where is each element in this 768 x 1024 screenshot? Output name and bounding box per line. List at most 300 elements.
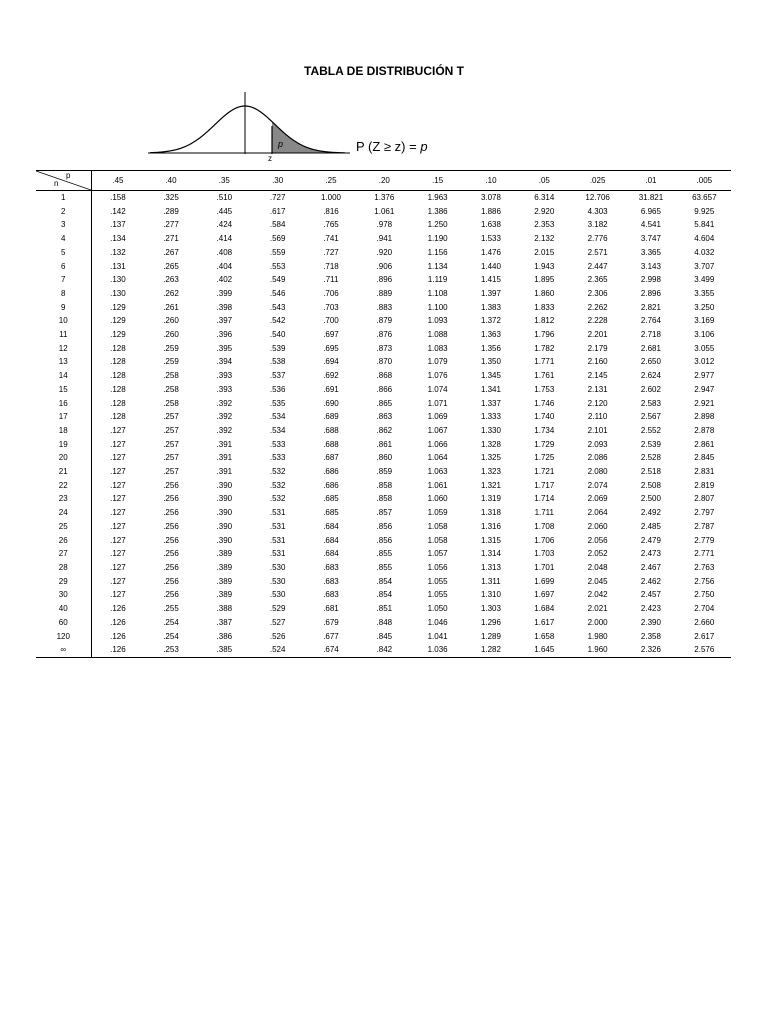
table-cell: 3.078 <box>480 193 501 202</box>
table-cell: 1.386 <box>427 206 448 216</box>
table-cell: .858 <box>376 480 393 490</box>
table-cell: 2.576 <box>678 643 731 657</box>
table-cell: 4.303 <box>587 206 608 216</box>
table-row <box>36 575 731 589</box>
table-cell: .131 <box>110 261 126 271</box>
table-cell: .883 <box>376 302 393 312</box>
table-cell: 1.833 <box>534 302 555 312</box>
table-cell: .391 <box>216 439 233 449</box>
table-row <box>36 506 731 520</box>
table-cell: .277 <box>163 220 179 230</box>
table-cell: .531 <box>269 535 286 545</box>
table-cell: .906 <box>376 261 393 271</box>
table-cell: 1.318 <box>480 508 501 518</box>
table-cell: .393 <box>216 371 233 381</box>
table-cell: .132 <box>110 247 126 257</box>
table-cell: .697 <box>323 330 339 340</box>
table-cell: 1.860 <box>534 288 555 298</box>
p-value-header: .35 <box>198 171 251 191</box>
table-cell: .256 <box>163 494 179 504</box>
table-cell: 2.787 <box>694 521 715 531</box>
table-cell: 1.156 <box>427 247 448 257</box>
table-cell: 2.771 <box>694 549 715 559</box>
table-row <box>36 342 731 356</box>
table-cell: .256 <box>163 549 179 559</box>
table-cell: 2.896 <box>640 288 661 298</box>
table-cell: 1.083 <box>427 343 448 353</box>
table-cell: .386 <box>216 631 233 641</box>
table-cell: .765 <box>323 220 339 230</box>
table-cell: .404 <box>216 261 233 271</box>
formula-main: P (Z ≥ z) = <box>356 139 421 154</box>
table-cell: .706 <box>323 288 339 298</box>
table-cell: .128 <box>110 343 126 353</box>
table-cell: 2.069 <box>587 494 608 504</box>
table-cell: .126 <box>110 631 126 641</box>
table-cell: 1.050 <box>427 604 448 614</box>
table-cell: 1.076 <box>427 371 448 381</box>
table-cell: 1.980 <box>587 631 608 641</box>
table-row <box>36 547 731 561</box>
corner-cell <box>36 171 91 191</box>
table-cell: .388 <box>216 604 233 614</box>
table-cell: 2.462 <box>640 576 661 586</box>
table-cell: 1.061 <box>374 206 395 216</box>
table-cell: 2.021 <box>587 604 608 614</box>
table-cell: 2.750 <box>694 590 715 600</box>
table-cell: 1.119 <box>427 275 448 285</box>
table-cell: .256 <box>163 480 179 490</box>
table-cell: .532 <box>269 480 286 490</box>
table-cell: .690 <box>323 398 339 408</box>
table-cell: 2.947 <box>694 384 715 394</box>
table-cell: .553 <box>269 261 286 271</box>
table-cell: 1.397 <box>480 288 501 298</box>
table-cell: 2.000 <box>587 617 608 627</box>
table-cell: 1.363 <box>480 330 501 340</box>
table-cell: 5.841 <box>694 220 715 230</box>
table-cell: 2.779 <box>694 535 715 545</box>
table-cell: .876 <box>376 330 393 340</box>
table-cell: .920 <box>376 247 393 257</box>
table-cell: .392 <box>216 425 233 435</box>
table-cell: 3.182 <box>587 220 608 230</box>
table-row <box>36 314 731 328</box>
table-cell: .691 <box>323 384 339 394</box>
p-value-header: .30 <box>251 171 304 191</box>
degrees-of-freedom-cell: 4 <box>36 232 91 246</box>
table-cell: .391 <box>216 453 233 463</box>
table-cell: 4.032 <box>694 247 715 257</box>
table-row <box>36 355 731 369</box>
table-row <box>36 260 731 274</box>
table-cell: .866 <box>376 384 393 394</box>
table-cell: 1.108 <box>427 288 448 298</box>
table-cell: .533 <box>269 439 286 449</box>
degrees-of-freedom-cell: 21 <box>36 465 91 479</box>
table-cell: .260 <box>163 316 179 326</box>
p-value-header: .45 <box>91 171 144 191</box>
table-cell: .256 <box>163 535 179 545</box>
table-cell: .868 <box>376 371 393 381</box>
degrees-of-freedom-cell: 8 <box>36 287 91 301</box>
table-cell: 1.093 <box>427 316 448 326</box>
table-row <box>36 246 731 260</box>
table-cell: .681 <box>323 604 339 614</box>
degrees-of-freedom-cell: 9 <box>36 301 91 315</box>
p-value-header: .005 <box>678 171 731 191</box>
table-cell: 1.100 <box>427 302 448 312</box>
degrees-of-freedom-cell: 1 <box>36 191 91 205</box>
table-cell: 1.895 <box>534 275 555 285</box>
table-cell: .389 <box>216 576 233 586</box>
table-cell: 2.042 <box>587 590 608 600</box>
table-cell: 2.110 <box>587 412 608 422</box>
degrees-of-freedom-cell: 19 <box>36 438 91 452</box>
table-cell: 1.684 <box>534 604 555 614</box>
table-cell: 1.740 <box>534 412 555 422</box>
table-cell: 2.650 <box>640 357 661 367</box>
table-cell: 1.886 <box>480 206 501 216</box>
table-cell: .256 <box>163 590 179 600</box>
table-cell: 3.499 <box>694 275 715 285</box>
table-cell: 2.131 <box>587 384 608 394</box>
table-cell: .263 <box>163 275 179 285</box>
table-cell: .531 <box>269 521 286 531</box>
degrees-of-freedom-cell: 28 <box>36 561 91 575</box>
table-cell: .397 <box>216 316 233 326</box>
table-row <box>36 383 731 397</box>
table-cell: .684 <box>323 521 339 531</box>
table-cell: 2.080 <box>587 467 608 477</box>
table-cell: .510 <box>216 193 233 202</box>
table-cell: .531 <box>269 549 286 559</box>
table-cell: .684 <box>323 535 339 545</box>
table-cell: .860 <box>376 453 393 463</box>
table-cell: 1.316 <box>480 521 501 531</box>
table-cell: .257 <box>163 412 179 422</box>
table-cell: 1.753 <box>534 384 555 394</box>
table-cell: .129 <box>110 316 126 326</box>
table-cell: 1.734 <box>534 425 555 435</box>
table-cell: .532 <box>269 494 286 504</box>
table-cell: .127 <box>110 562 126 572</box>
table-cell: .858 <box>376 494 393 504</box>
table-cell: .854 <box>376 576 393 586</box>
table-cell: .127 <box>110 521 126 531</box>
table-cell: .845 <box>376 631 393 641</box>
table-row <box>36 588 731 602</box>
table-cell: 1.057 <box>427 549 448 559</box>
table-cell: .711 <box>323 275 339 285</box>
table-cell: 2.518 <box>640 467 661 477</box>
formula-variable: p <box>420 139 428 154</box>
table-cell: .848 <box>376 617 393 627</box>
table-cell: .385 <box>198 643 251 657</box>
table-cell: 1.960 <box>571 643 624 657</box>
table-cell: 2.552 <box>640 425 661 435</box>
table-cell: .741 <box>323 234 339 244</box>
table-cell: 3.250 <box>694 302 715 312</box>
table-cell: .530 <box>269 590 286 600</box>
table-cell: .127 <box>110 480 126 490</box>
table-cell: 4.541 <box>640 220 661 230</box>
table-cell: 1.000 <box>320 193 341 202</box>
table-cell: 2.052 <box>587 549 608 559</box>
table-cell: .689 <box>323 412 339 422</box>
table-cell: 2.704 <box>694 604 715 614</box>
table-cell: .526 <box>269 631 286 641</box>
table-cell: .271 <box>163 234 179 244</box>
table-cell: .865 <box>376 398 393 408</box>
table-cell: 63.657 <box>692 193 717 202</box>
table-cell: 2.528 <box>640 453 661 463</box>
table-cell: .540 <box>269 330 286 340</box>
table-cell: .703 <box>323 302 339 312</box>
table-cell: 2.921 <box>694 398 715 408</box>
table-cell: 2.262 <box>587 302 608 312</box>
table-cell: 2.473 <box>640 549 661 559</box>
table-row <box>36 438 731 452</box>
table-cell: .686 <box>323 467 339 477</box>
corner-diagonal <box>36 171 91 190</box>
table-cell: .546 <box>269 288 286 298</box>
degrees-of-freedom-cell: 18 <box>36 424 91 438</box>
table-cell: .859 <box>376 467 393 477</box>
table-cell: 1.711 <box>534 508 554 518</box>
table-cell: 2.797 <box>694 508 715 518</box>
table-cell: .128 <box>110 357 126 367</box>
table-cell: .127 <box>110 576 126 586</box>
table-cell: .683 <box>323 576 339 586</box>
table-cell: .684 <box>323 549 339 559</box>
table-cell: 1.725 <box>534 453 555 463</box>
table-cell: 1.717 <box>534 480 555 490</box>
table-cell: 2.179 <box>587 343 608 353</box>
table-cell: .142 <box>110 206 126 216</box>
table-cell: 3.707 <box>694 261 715 271</box>
table-cell: 2.060 <box>587 521 608 531</box>
table-cell: 1.071 <box>427 398 448 408</box>
table-cell: 2.064 <box>587 508 608 518</box>
table-cell: 1.296 <box>480 617 501 627</box>
table-cell: .530 <box>269 562 286 572</box>
degrees-of-freedom-cell: ∞ <box>36 643 91 657</box>
table-cell: .127 <box>110 425 126 435</box>
table-cell: .325 <box>163 193 179 202</box>
table-cell: .842 <box>358 643 411 657</box>
table-cell: 1.041 <box>427 631 448 641</box>
table-cell: 1.066 <box>427 439 448 449</box>
table-cell: .256 <box>163 562 179 572</box>
table-cell: .389 <box>216 590 233 600</box>
table-cell: 2.508 <box>640 480 661 490</box>
table-cell: .688 <box>323 439 339 449</box>
table-cell: 1.074 <box>427 384 448 394</box>
degrees-of-freedom-cell: 29 <box>36 575 91 589</box>
table-cell: 2.898 <box>694 412 715 422</box>
table-cell: .687 <box>323 453 339 463</box>
table-cell: .258 <box>163 384 179 394</box>
table-cell: .259 <box>163 343 179 353</box>
table-cell: 2.086 <box>587 453 608 463</box>
table-cell: 2.756 <box>694 576 715 586</box>
table-cell: .265 <box>163 261 179 271</box>
table-cell: .256 <box>163 521 179 531</box>
table-row <box>36 643 731 657</box>
table-cell: .389 <box>216 562 233 572</box>
table-cell: .674 <box>304 643 357 657</box>
degrees-of-freedom-cell: 16 <box>36 397 91 411</box>
table-cell: 2.845 <box>694 453 715 463</box>
table-cell: 2.977 <box>694 371 715 381</box>
table-cell: 1.321 <box>480 480 501 490</box>
probability-formula <box>356 139 428 154</box>
table-cell: 2.718 <box>640 330 661 340</box>
table-cell: 1.058 <box>427 521 448 531</box>
table-cell: .532 <box>269 467 286 477</box>
table-cell: 1.250 <box>427 220 448 230</box>
table-cell: 2.306 <box>587 288 608 298</box>
table-cell: .389 <box>216 549 233 559</box>
table-cell: 1.963 <box>427 193 448 202</box>
table-cell: 1.714 <box>534 494 555 504</box>
table-cell: 1.069 <box>427 412 448 422</box>
degrees-of-freedom-cell: 7 <box>36 273 91 287</box>
table-cell: 3.365 <box>640 247 661 257</box>
table-row <box>36 465 731 479</box>
table-cell: .584 <box>269 220 286 230</box>
table-cell: .134 <box>110 234 126 244</box>
table-cell: .395 <box>216 343 233 353</box>
table-cell: 1.064 <box>427 453 448 463</box>
table-cell: .718 <box>323 261 339 271</box>
page-title: TABLA DE DISTRIBUCIÓN T <box>304 64 464 78</box>
table-row <box>36 520 731 534</box>
table-cell: .158 <box>110 193 126 202</box>
table-cell: .396 <box>216 330 233 340</box>
degrees-of-freedom-cell: 12 <box>36 342 91 356</box>
table-cell: 1.323 <box>480 467 501 477</box>
table-cell: 1.061 <box>427 480 448 490</box>
table-cell: 2.571 <box>587 247 608 257</box>
table-cell: .535 <box>269 398 286 408</box>
table-cell: .129 <box>110 330 126 340</box>
table-cell: 1.313 <box>480 562 501 572</box>
table-cell: .254 <box>163 631 179 641</box>
table-cell: 1.533 <box>480 234 501 244</box>
table-cell: 2.485 <box>640 521 661 531</box>
table-cell: 2.567 <box>640 412 661 422</box>
table-row <box>36 218 731 232</box>
table-cell: 1.746 <box>534 398 555 408</box>
table-cell: 2.358 <box>640 631 661 641</box>
table-cell: .408 <box>216 247 233 257</box>
table-cell: .686 <box>323 480 339 490</box>
table-cell: .258 <box>163 398 179 408</box>
table-cell: .257 <box>163 425 179 435</box>
table-cell: .617 <box>269 206 286 216</box>
table-cell: .399 <box>216 288 233 298</box>
table-cell: .398 <box>216 302 233 312</box>
degrees-of-freedom-cell: 3 <box>36 218 91 232</box>
table-row <box>36 205 731 219</box>
p-value-header: .20 <box>358 171 411 191</box>
table-cell: .683 <box>323 590 339 600</box>
degrees-of-freedom-cell: 2 <box>36 205 91 219</box>
table-cell: 1.658 <box>534 631 555 641</box>
table-cell: .126 <box>110 617 126 627</box>
degrees-of-freedom-cell: 13 <box>36 355 91 369</box>
table-cell: 1.440 <box>480 261 501 271</box>
table-cell: .127 <box>110 535 126 545</box>
table-cell: .679 <box>323 617 339 627</box>
table-cell: 1.325 <box>480 453 501 463</box>
corner-label-n: n <box>54 179 59 188</box>
table-cell: .130 <box>110 275 126 285</box>
table-cell: .695 <box>323 343 339 353</box>
degrees-of-freedom-cell: 14 <box>36 369 91 383</box>
table-cell: .394 <box>216 357 233 367</box>
table-cell: .529 <box>269 604 286 614</box>
table-cell: 2.228 <box>587 316 608 326</box>
table-cell: 2.015 <box>534 247 555 257</box>
table-cell: .256 <box>163 576 179 586</box>
table-cell: .128 <box>110 398 126 408</box>
table-cell: 2.353 <box>534 220 555 230</box>
table-cell: 1.356 <box>480 343 501 353</box>
table-cell: 1.315 <box>480 535 501 545</box>
table-cell: .531 <box>269 508 286 518</box>
table-cell: 2.624 <box>640 371 661 381</box>
table-cell: .127 <box>110 590 126 600</box>
table-cell: 2.831 <box>694 467 715 477</box>
table-cell: 1.337 <box>480 398 501 408</box>
table-cell: 1.341 <box>480 384 501 394</box>
table-cell: .128 <box>110 384 126 394</box>
table-row <box>36 369 731 383</box>
table-cell: .257 <box>163 467 179 477</box>
table-cell: .126 <box>110 604 126 614</box>
table-cell: .130 <box>110 288 126 298</box>
table-cell: 1.729 <box>534 439 555 449</box>
table-row <box>36 492 731 506</box>
table-cell: .688 <box>323 425 339 435</box>
table-cell: .855 <box>376 562 393 572</box>
table-cell: .856 <box>376 535 393 545</box>
table-cell: 1.706 <box>534 535 555 545</box>
table-row <box>36 479 731 493</box>
table-cell: 3.355 <box>694 288 715 298</box>
corner-label-p: p <box>66 171 71 180</box>
table-cell: 1.333 <box>480 412 501 422</box>
table-cell: .685 <box>323 494 339 504</box>
table-cell: .262 <box>163 288 179 298</box>
table-row <box>36 232 731 246</box>
table-cell: 1.055 <box>427 590 448 600</box>
table-cell: 1.058 <box>427 535 448 545</box>
table-cell: 1.314 <box>480 549 501 559</box>
table-cell: .127 <box>110 453 126 463</box>
table-cell: 1.310 <box>480 590 501 600</box>
table-cell: 2.776 <box>587 234 608 244</box>
table-cell: .855 <box>376 549 393 559</box>
table-cell: 2.093 <box>587 439 608 449</box>
table-cell: 1.303 <box>480 604 501 614</box>
degrees-of-freedom-cell: 60 <box>36 616 91 630</box>
degrees-of-freedom-cell: 17 <box>36 410 91 424</box>
table-cell: 1.079 <box>427 357 448 367</box>
